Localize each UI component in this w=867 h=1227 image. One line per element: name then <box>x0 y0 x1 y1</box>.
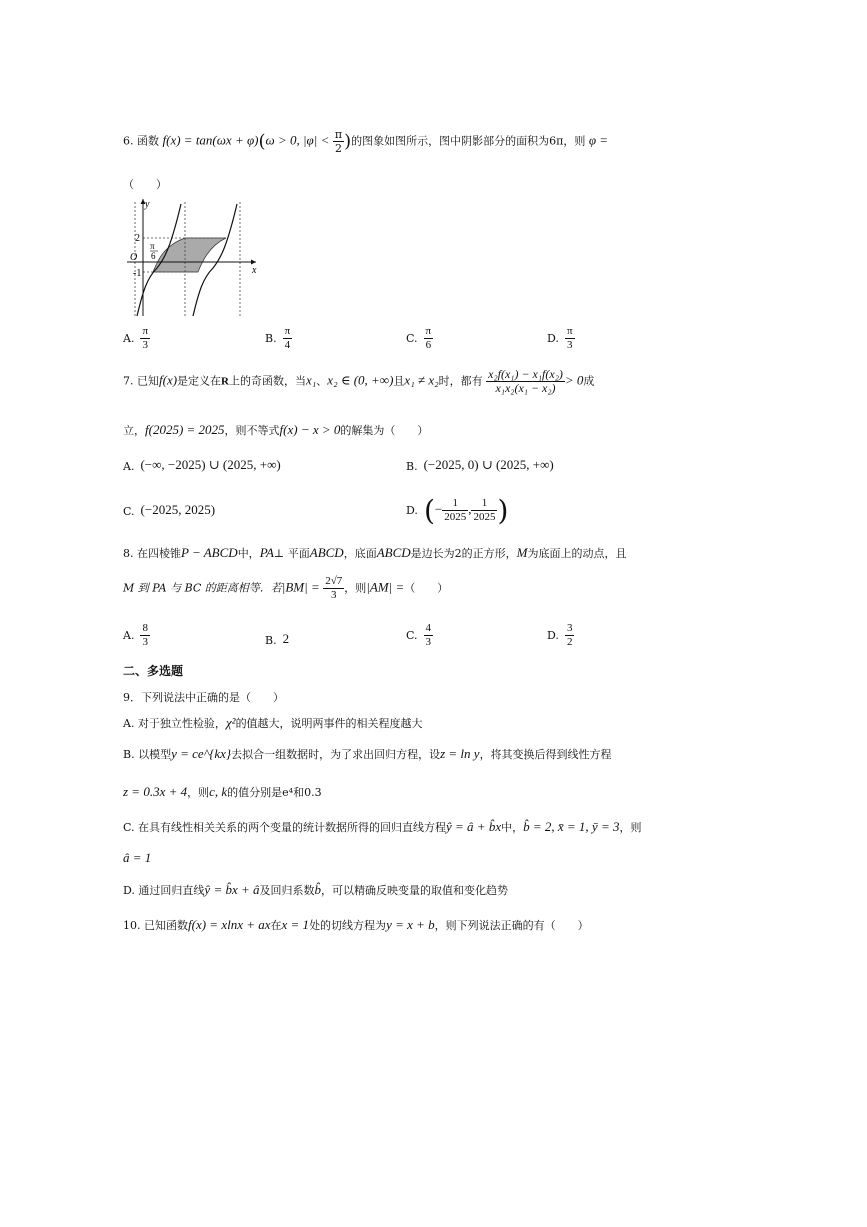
q6-formula: f(x) = tan(ωx + φ) <box>162 132 259 148</box>
q7-sep: 、 <box>316 374 328 388</box>
q7-x2in: x₂ ∈ (0, +∞) <box>327 372 394 388</box>
q9-stem: 9．下列说法中正确的是（ ） <box>123 691 284 704</box>
graph-y-neg1: -1 <box>133 268 142 279</box>
q7-stem-line1 <box>123 368 594 395</box>
q10-stem: 10. 已知函数f(x) = xlnx + ax在x = 1处的切线方程为y = x + b，则下列说法正确的有（ ） <box>123 917 589 932</box>
q7-line2-a: 立， <box>123 424 145 437</box>
q10-number: 10. <box>123 919 141 932</box>
q7-ineq: f(x) − x > 0 <box>279 422 341 437</box>
graph-tick-6: 6 <box>151 251 156 261</box>
q8-bm-fraction: $\frac{2√7}{3}$ <box>325 575 343 601</box>
q7-line2-c: 的解集为（ ） <box>340 424 429 437</box>
q8-l1-f: 为底面上的动点，且 <box>527 547 627 560</box>
q7-text-b: 是定义在 <box>177 374 222 388</box>
q8-l2-a: M 到 PA 与 BC 的距离相等．若 <box>123 581 282 595</box>
q6-ask: φ = <box>588 132 609 148</box>
q8-option-b[interactable]: B. 2 <box>265 631 290 647</box>
q6-stem-text-b: 的图象如图所示，图中阴影部分的面积为6π，则 <box>351 134 586 148</box>
q7-condition-fraction: $\frac{\text{x₂f(x₁) − x₁f(x₂)}}{\text{x₁x₂(x₁ − x₂)}}$ <box>488 367 563 395</box>
q9-option-c-line1[interactable]: C. 在具有线性相关关系的两个变量的统计数据所得的回归直线方程ŷ = â + b̂x中，b̂ = 2, x̄ = 1, ȳ = 3，则 <box>123 819 642 834</box>
q8-stem-line2 <box>123 575 448 602</box>
shaded-region <box>153 238 226 272</box>
q9-option-c-line2: â = 1 <box>123 850 152 865</box>
q7-text-a: 已知 <box>137 374 159 388</box>
q6-stem-text-a: 函数 <box>137 134 159 148</box>
q8-am: |AM| = <box>366 579 405 595</box>
q6-option-a[interactable]: A. $\frac{\pi}{3}$ <box>123 325 149 351</box>
graph-tick-pi: π <box>150 241 155 251</box>
q6-option-b[interactable]: B. $\frac{\pi}{4}$ <box>265 325 291 351</box>
q9-option-d[interactable]: D. 通过回归直线ŷ = b̂x + â及回归系数b̂，可以精确反映变量的取值和变化趋势 <box>123 882 509 897</box>
q7-option-d[interactable]: D. (− $\frac{1}{2025}$ , $\frac{1}{2025}$ ) <box>406 494 509 527</box>
q7-text-d: 且 <box>393 374 405 388</box>
q8-abcd: ABCD <box>309 545 344 560</box>
q7-text-e: 时，都有 <box>438 374 483 388</box>
q8-option-d[interactable]: D. $\frac{3}{2}$ <box>547 622 573 648</box>
q7-fx: f(x) <box>159 372 178 388</box>
q7-text-c: 上的奇函数，当 <box>229 374 306 388</box>
q6-option-c[interactable]: C. $\frac{\pi}{6}$ <box>406 325 432 351</box>
q6-number: 6. <box>123 134 134 148</box>
q7-option-b[interactable]: B. (−2025, 0) ∪ (2025, +∞) <box>406 457 554 473</box>
q8-stem-line1 <box>123 545 627 561</box>
graph-x-label: x <box>252 265 257 276</box>
q9-option-b-line2: z = 0.3x + 4，则c, k的值分别是e⁴和0.3 <box>123 784 322 799</box>
q8-m: M <box>516 545 528 560</box>
q8-l1-d: ，底面 <box>343 547 377 560</box>
q8-l2-c: （ ） <box>404 581 449 595</box>
q7-option-a[interactable]: A. (−∞, −2025) ∪ (2025, +∞) <box>123 457 281 473</box>
q8-pabcd: P − ABCD <box>181 545 238 560</box>
q8-option-c[interactable]: C. $\frac{4}{3}$ <box>406 622 432 648</box>
q9-option-b-line1[interactable]: B. 以模型y = ce^{kx}去拟合一组数据时，为了求出回归方程，设z = ln y，将其变换后得到线性方程 <box>123 746 612 761</box>
graph-origin: O <box>130 252 138 263</box>
q8-l1-c: ⊥ 平面 <box>273 547 310 560</box>
graph-y-label: y <box>145 199 150 210</box>
q8-number: 8. <box>123 547 134 560</box>
section-heading: 二、多选题 <box>123 664 184 678</box>
q7-text-f: 成 <box>583 374 595 388</box>
q6-option-d[interactable]: D. $\frac{\pi}{3}$ <box>547 325 573 351</box>
q7-R: R <box>221 375 229 388</box>
q8-pa: PA <box>259 545 274 560</box>
q8-l1-a: 在四棱锥 <box>137 547 181 560</box>
q6-paren: （ ） <box>123 178 167 191</box>
q6-tan-graph <box>123 196 263 318</box>
q6-condition-fraction: $\frac{\pi}{2}$ <box>334 128 343 155</box>
q9-option-a[interactable]: A. 对于独立性检验，χ²的值越大，说明两事件的相关程度越大 <box>123 715 423 730</box>
q7-neq: x₁ ≠ x₂ <box>404 372 439 388</box>
q8-option-a[interactable]: A. $\frac{8}{3}$ <box>123 622 148 648</box>
q7-x1: x₁ <box>306 372 317 388</box>
q6-condition: ω > 0, |φ| < <box>265 132 330 148</box>
q7-gt0: > 0 <box>564 372 584 388</box>
q7-f2025: f(2025) = 2025 <box>145 422 225 437</box>
q7-stem-line2 <box>123 422 428 438</box>
q7-number: 7. <box>123 374 134 388</box>
q7-line2-b: ，则不等式 <box>224 424 280 437</box>
q8-l1-e: 是边长为2的正方形， <box>410 547 517 560</box>
graph-y-2: 2 <box>135 233 140 244</box>
q8-l1-b: 中， <box>237 547 260 560</box>
q8-bm: |BM| = <box>281 579 320 595</box>
q8-l2-b: ，则 <box>344 581 367 595</box>
q6-stem: 6. 函数 f(x) = tan(ωx + φ)(ω > 0, |φ| < $\frac{\pi}{2}$ )的图象如图所示，图中阴影部分的面积为6π，则 φ = <box>123 128 609 155</box>
q7-option-c[interactable]: C. (−2025, 2025) <box>123 502 216 518</box>
q8-abcd2: ABCD <box>376 545 411 560</box>
